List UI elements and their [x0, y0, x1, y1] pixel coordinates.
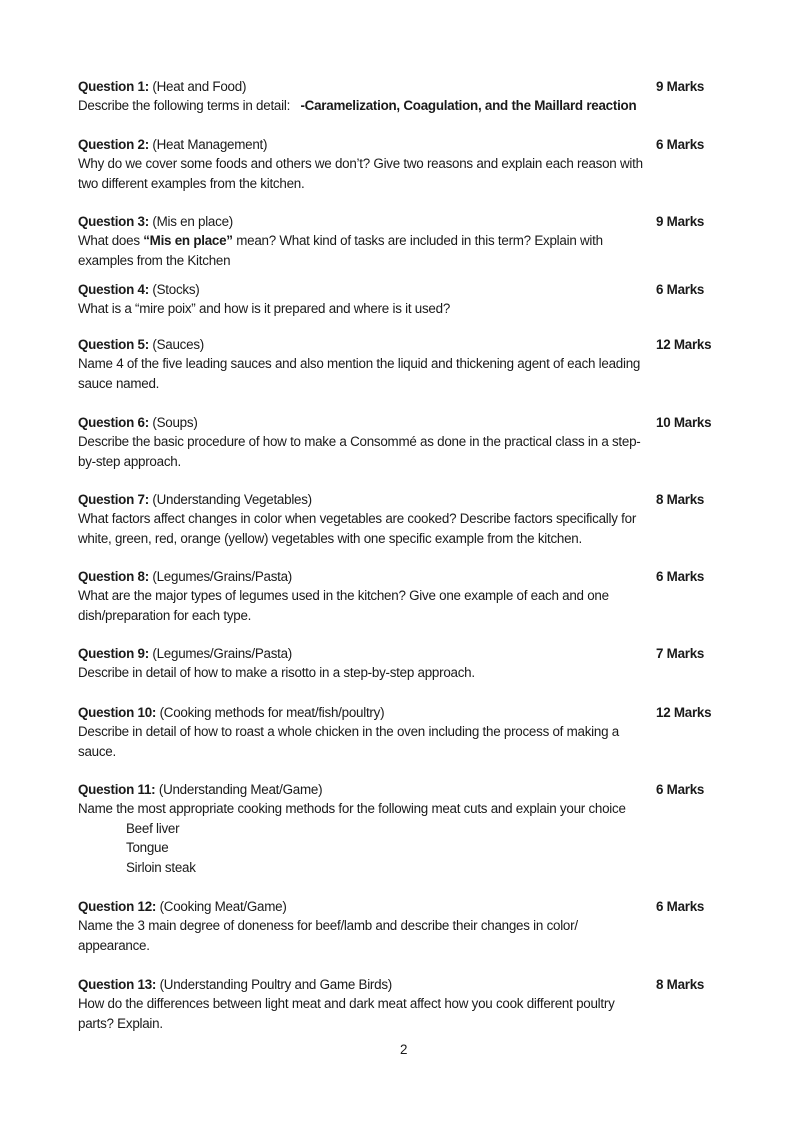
- meat-cut-item: Tongue: [126, 840, 169, 856]
- question-text: [78, 96, 738, 115]
- question-block: [78, 335, 738, 393]
- question-term: “Mis en place”: [143, 233, 233, 249]
- question-text-part: dish/preparation for each type.: [78, 607, 252, 623]
- question-label: Question 9:: [78, 646, 149, 661]
- question-text: [78, 452, 738, 471]
- question-block: [78, 975, 738, 1033]
- question-marks: 10 Marks: [656, 415, 712, 430]
- question-topic: (Stocks): [152, 282, 200, 297]
- question-topic: (Mis en place): [152, 214, 233, 229]
- question-text-part: appearance.: [78, 937, 150, 953]
- question-text-part: two different examples from the kitchen.: [78, 175, 305, 191]
- question-marks: 6 Marks: [656, 282, 705, 297]
- question-marks: 6 Marks: [656, 899, 705, 914]
- question-block: [78, 897, 738, 955]
- question-text-part: sauce.: [78, 743, 116, 759]
- question-text: [78, 174, 738, 193]
- question-marks: 8 Marks: [656, 977, 705, 992]
- question-heading: [78, 77, 738, 96]
- question-block: [78, 413, 738, 471]
- question-text: [78, 1014, 738, 1033]
- question-label: Question 7:: [78, 492, 149, 507]
- question-block: [78, 135, 738, 193]
- question-block: [78, 703, 738, 761]
- question-heading: [78, 212, 738, 231]
- question-text: [78, 529, 738, 548]
- question-label: Question 10:: [78, 705, 157, 720]
- question-heading: [78, 780, 738, 799]
- question-text-part: What is a “mire poix” and how is it prepared and where is it used?: [78, 301, 451, 317]
- question-text-part: What does: [78, 233, 144, 249]
- question-text-part: How do the differences between light meat and dark meat affect how you cook different poultry: [78, 996, 615, 1012]
- question-text-part: Describe the basic procedure of how to make a Consommé as done in the practical class in a step-: [78, 434, 641, 450]
- question-block: [78, 280, 738, 319]
- question-text-part: by-step approach.: [78, 453, 181, 469]
- question-label: Question 1:: [78, 79, 149, 94]
- question-text: [78, 936, 738, 955]
- question-topic: (Heat Management): [152, 137, 268, 152]
- question-text: [78, 251, 738, 270]
- question-text-part: Why do we cover some foods and others we don’t? Give two reasons and explain each reason with: [78, 156, 643, 172]
- question-label: Question 4:: [78, 282, 149, 297]
- question-heading: [78, 897, 738, 916]
- question-text-part: What are the major types of legumes used in the kitchen? Give one example of each and one: [78, 588, 609, 604]
- question-marks: 9 Marks: [656, 214, 705, 229]
- question-topic: (Heat and Food): [152, 79, 247, 94]
- question-heading: [78, 644, 738, 663]
- question-label: Question 3:: [78, 214, 149, 229]
- question-text: [78, 663, 738, 682]
- question-text: [78, 994, 738, 1013]
- question-block: [78, 644, 738, 683]
- question-text: [78, 742, 738, 761]
- question-label: Question 12:: [78, 899, 157, 914]
- question-label: Question 11:: [78, 782, 156, 797]
- question-marks: 12 Marks: [656, 337, 712, 352]
- question-topic: (Cooking methods for meat/fish/poultry): [159, 705, 385, 720]
- question-text: [78, 606, 738, 625]
- question-text: [78, 509, 738, 528]
- question-block: [78, 567, 738, 625]
- question-text-part: Describe in detail of how to make a risotto in a step-by-step approach.: [78, 665, 475, 681]
- question-text: [78, 299, 738, 318]
- page-number: 2: [400, 1042, 408, 1057]
- question-block: [78, 212, 738, 270]
- question-text-part: What factors affect changes in color when vegetables are cooked? Describe factors specifically for: [78, 511, 637, 527]
- question-marks: 9 Marks: [656, 79, 705, 94]
- question-text: [78, 916, 738, 935]
- question-heading: [78, 490, 738, 509]
- meat-cut-item: Beef liver: [126, 820, 180, 836]
- question-text: [78, 354, 738, 373]
- question-heading: [78, 975, 738, 994]
- question-text-part: Name the 3 main degree of doneness for beef/lamb and describe their changes in color/: [78, 918, 578, 934]
- question-marks: 8 Marks: [656, 492, 705, 507]
- question-marks: 6 Marks: [656, 569, 705, 584]
- question-label: Question 8:: [78, 569, 149, 584]
- question-marks: 6 Marks: [656, 782, 705, 797]
- question-label: Question 13:: [78, 977, 157, 992]
- question-label: Question 6:: [78, 415, 149, 430]
- question-topic: (Understanding Meat/Game): [158, 782, 323, 797]
- question-text-part: examples from the Kitchen: [78, 252, 231, 268]
- question-text: [78, 154, 738, 173]
- question-text-part: sauce named.: [78, 375, 160, 391]
- question-topic: (Sauces): [152, 337, 204, 352]
- question-topic: (Legumes/Grains/Pasta): [152, 569, 293, 584]
- question-block: [78, 490, 738, 548]
- question-heading: [78, 135, 738, 154]
- question-text-part: Describe in detail of how to roast a whole chicken in the oven including the process of making a: [78, 724, 619, 740]
- question-heading: [78, 335, 738, 354]
- question-text: [78, 231, 738, 250]
- question-topic: (Understanding Poultry and Game Birds): [159, 977, 392, 992]
- question-topic: (Soups): [152, 415, 198, 430]
- question-marks: 6 Marks: [656, 137, 705, 152]
- question-text: [78, 722, 738, 741]
- question-label: Question 5:: [78, 337, 149, 352]
- question-text: [78, 799, 738, 818]
- question-heading: [78, 280, 738, 299]
- question-text: [78, 374, 738, 393]
- question-heading: [78, 567, 738, 586]
- question-text-part: Name 4 of the five leading sauces and also mention the liquid and thickening agent of each leading: [78, 356, 641, 372]
- question-bold-terms: -Caramelization, Coagulation, and the Maillard reaction: [300, 98, 637, 114]
- question-text: [78, 432, 738, 451]
- question-heading: [78, 703, 738, 722]
- question-text-part: Describe the following terms in detail:: [78, 98, 291, 114]
- question-label: Question 2:: [78, 137, 149, 152]
- question-topic: (Understanding Vegetables): [152, 492, 312, 507]
- meat-cut-item: Sirloin steak: [126, 859, 196, 875]
- question-text-part: white, green, red, orange (yellow) vegetables with one specific example from the kitchen.: [78, 530, 582, 546]
- question-text: [78, 586, 738, 605]
- question-block: [78, 780, 738, 877]
- question-text-part: Name the most appropriate cooking methods for the following meat cuts and explain your choice: [78, 801, 626, 817]
- question-topic: (Legumes/Grains/Pasta): [152, 646, 293, 661]
- question-marks: 7 Marks: [656, 646, 705, 661]
- question-topic: (Cooking Meat/Game): [159, 899, 287, 914]
- question-marks: 12 Marks: [656, 705, 712, 720]
- question-heading: [78, 413, 738, 432]
- question-text-part: parts? Explain.: [78, 1015, 163, 1031]
- question-text-part: mean? What kind of tasks are included in this term? Explain with: [232, 233, 603, 249]
- question-block: [78, 77, 738, 116]
